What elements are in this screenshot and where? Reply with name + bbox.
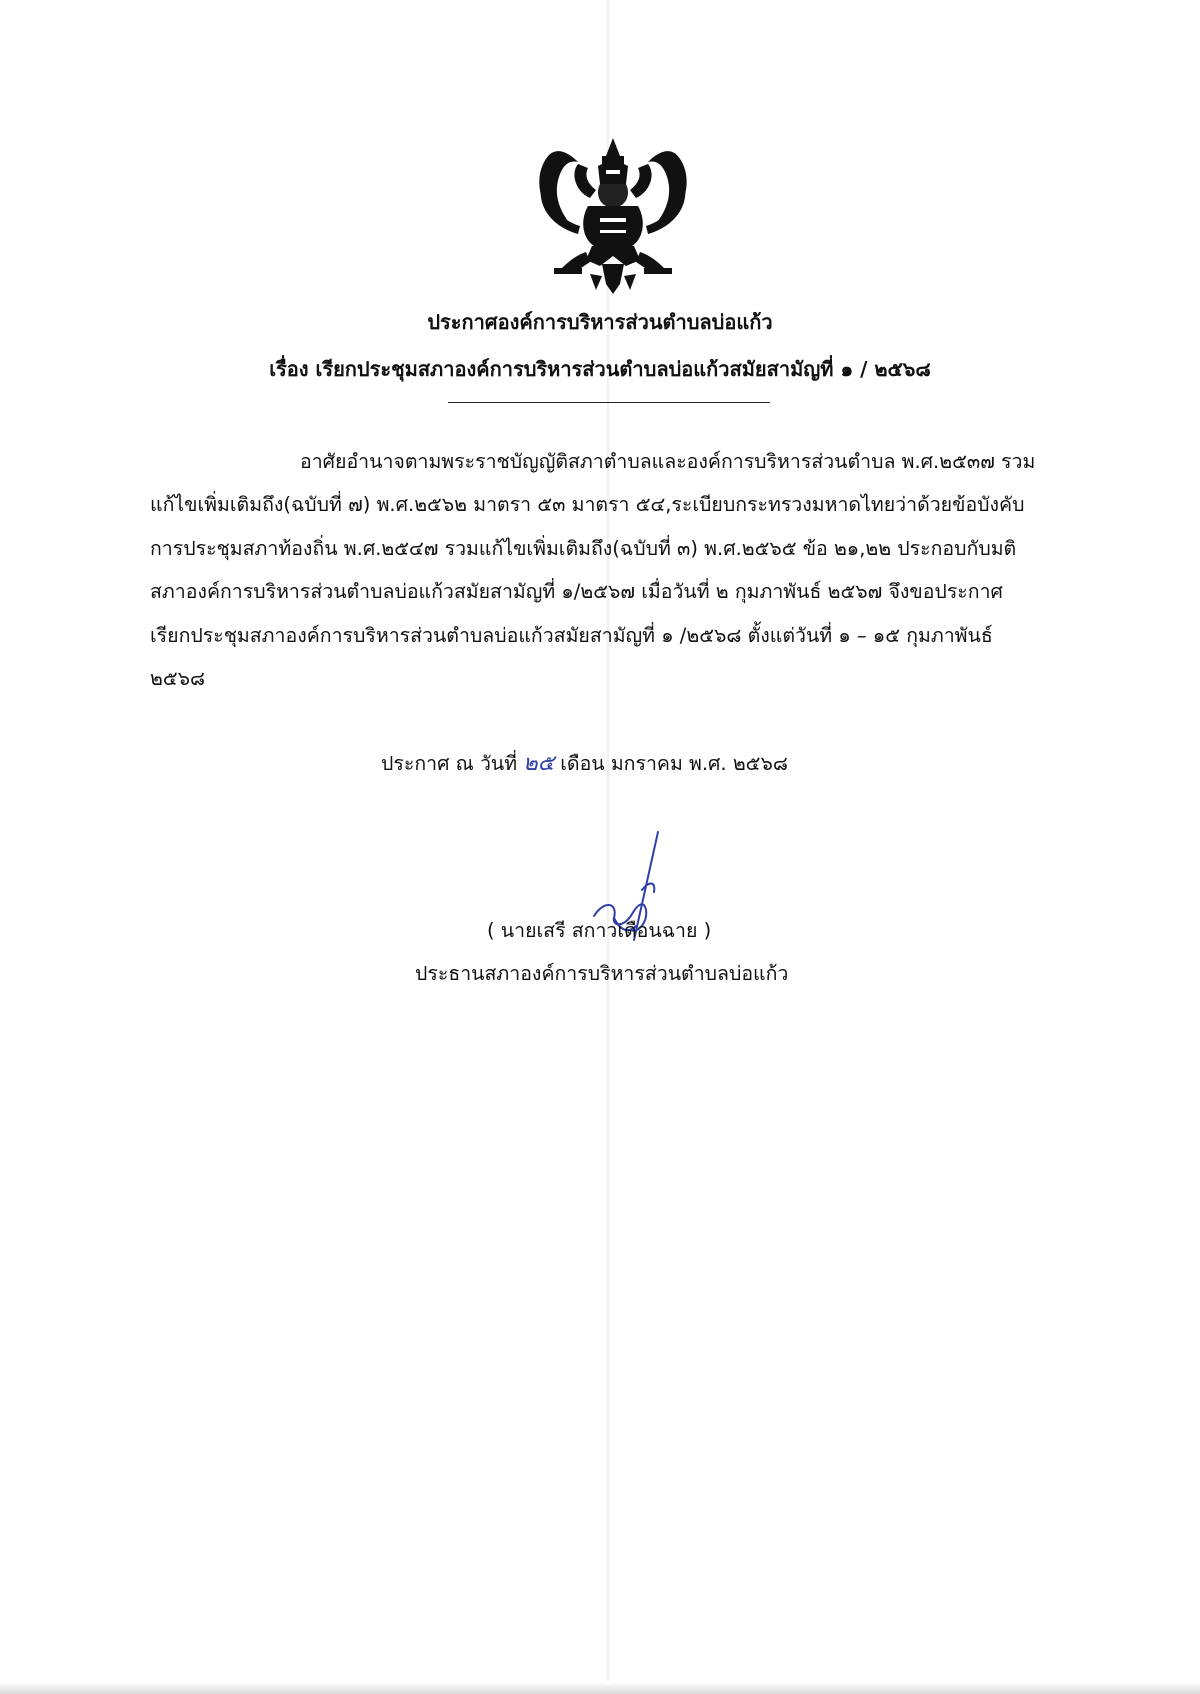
announcement-title: ประกาศองค์การบริหารส่วนตำบลบ่อแก้ว xyxy=(427,310,773,334)
body-paragraph-line: เรียกประชุมสภาองค์การบริหารส่วนตำบลบ่อแก้วสมัยสามัญที่ ๑ /๒๕๖๘ ตั้งแต่วันที่ ๑ – ๑๕ กุมภาพันธ์ xyxy=(150,624,993,647)
body-paragraph-line: อาศัยอำนาจตามพระราชบัญญัติสภาตำบลและองค์การบริหารส่วนตำบล พ.ศ.๒๕๓๗ รวม xyxy=(300,450,1036,473)
body-paragraph-line: ๒๕๖๘ xyxy=(150,667,206,690)
issue-date-line xyxy=(381,745,788,780)
heading-divider xyxy=(448,402,770,403)
body-paragraph-line: สภาองค์การบริหารส่วนตำบลบ่อแก้วสมัยสามัญที่ ๑/๒๕๖๗ เมื่อวันที่ ๒ กุมภาพันธ์ ๒๕๖๗ จึงขอประกาศ xyxy=(150,580,1003,603)
garuda-emblem-icon xyxy=(530,134,696,296)
issue-date-suffix: เดือน มกราคม พ.ศ. ๒๕๖๘ xyxy=(560,752,788,775)
announcement-subject: เรื่อง เรียกประชุมสภาองค์การบริหารส่วนตำบลบ่อแก้วสมัยสามัญที่ ๑ / ๒๕๖๘ xyxy=(269,357,931,381)
issue-day-handwritten: ๒๕ xyxy=(523,751,555,776)
body-paragraph-line: การประชุมสภาท้องถิ่น พ.ศ.๒๕๔๗ รวมแก้ไขเพิ่มเติมถึง(ฉบับที่ ๓) พ.ศ.๒๕๖๕ ข้อ ๒๑,๒๒ ประกอบกับมติ xyxy=(150,537,1017,560)
signer-name: ( นายเสรี สกาวเดือนฉาย ) xyxy=(487,919,712,942)
body-paragraph-line: แก้ไขเพิ่มเติมถึง(ฉบับที่ ๗) พ.ศ.๒๕๖๒ มาตรา ๕๓ มาตรา ๕๔,ระเบียบกระทรวงมหาดไทยว่าด้วยข้อบังคับ xyxy=(150,493,1025,516)
signer-position: ประธานสภาองค์การบริหารส่วนตำบลบ่อแก้ว xyxy=(415,962,789,985)
scan-bottom-edge xyxy=(0,1682,1200,1694)
issue-date-prefix: ประกาศ ณ วันที่ xyxy=(381,752,518,775)
